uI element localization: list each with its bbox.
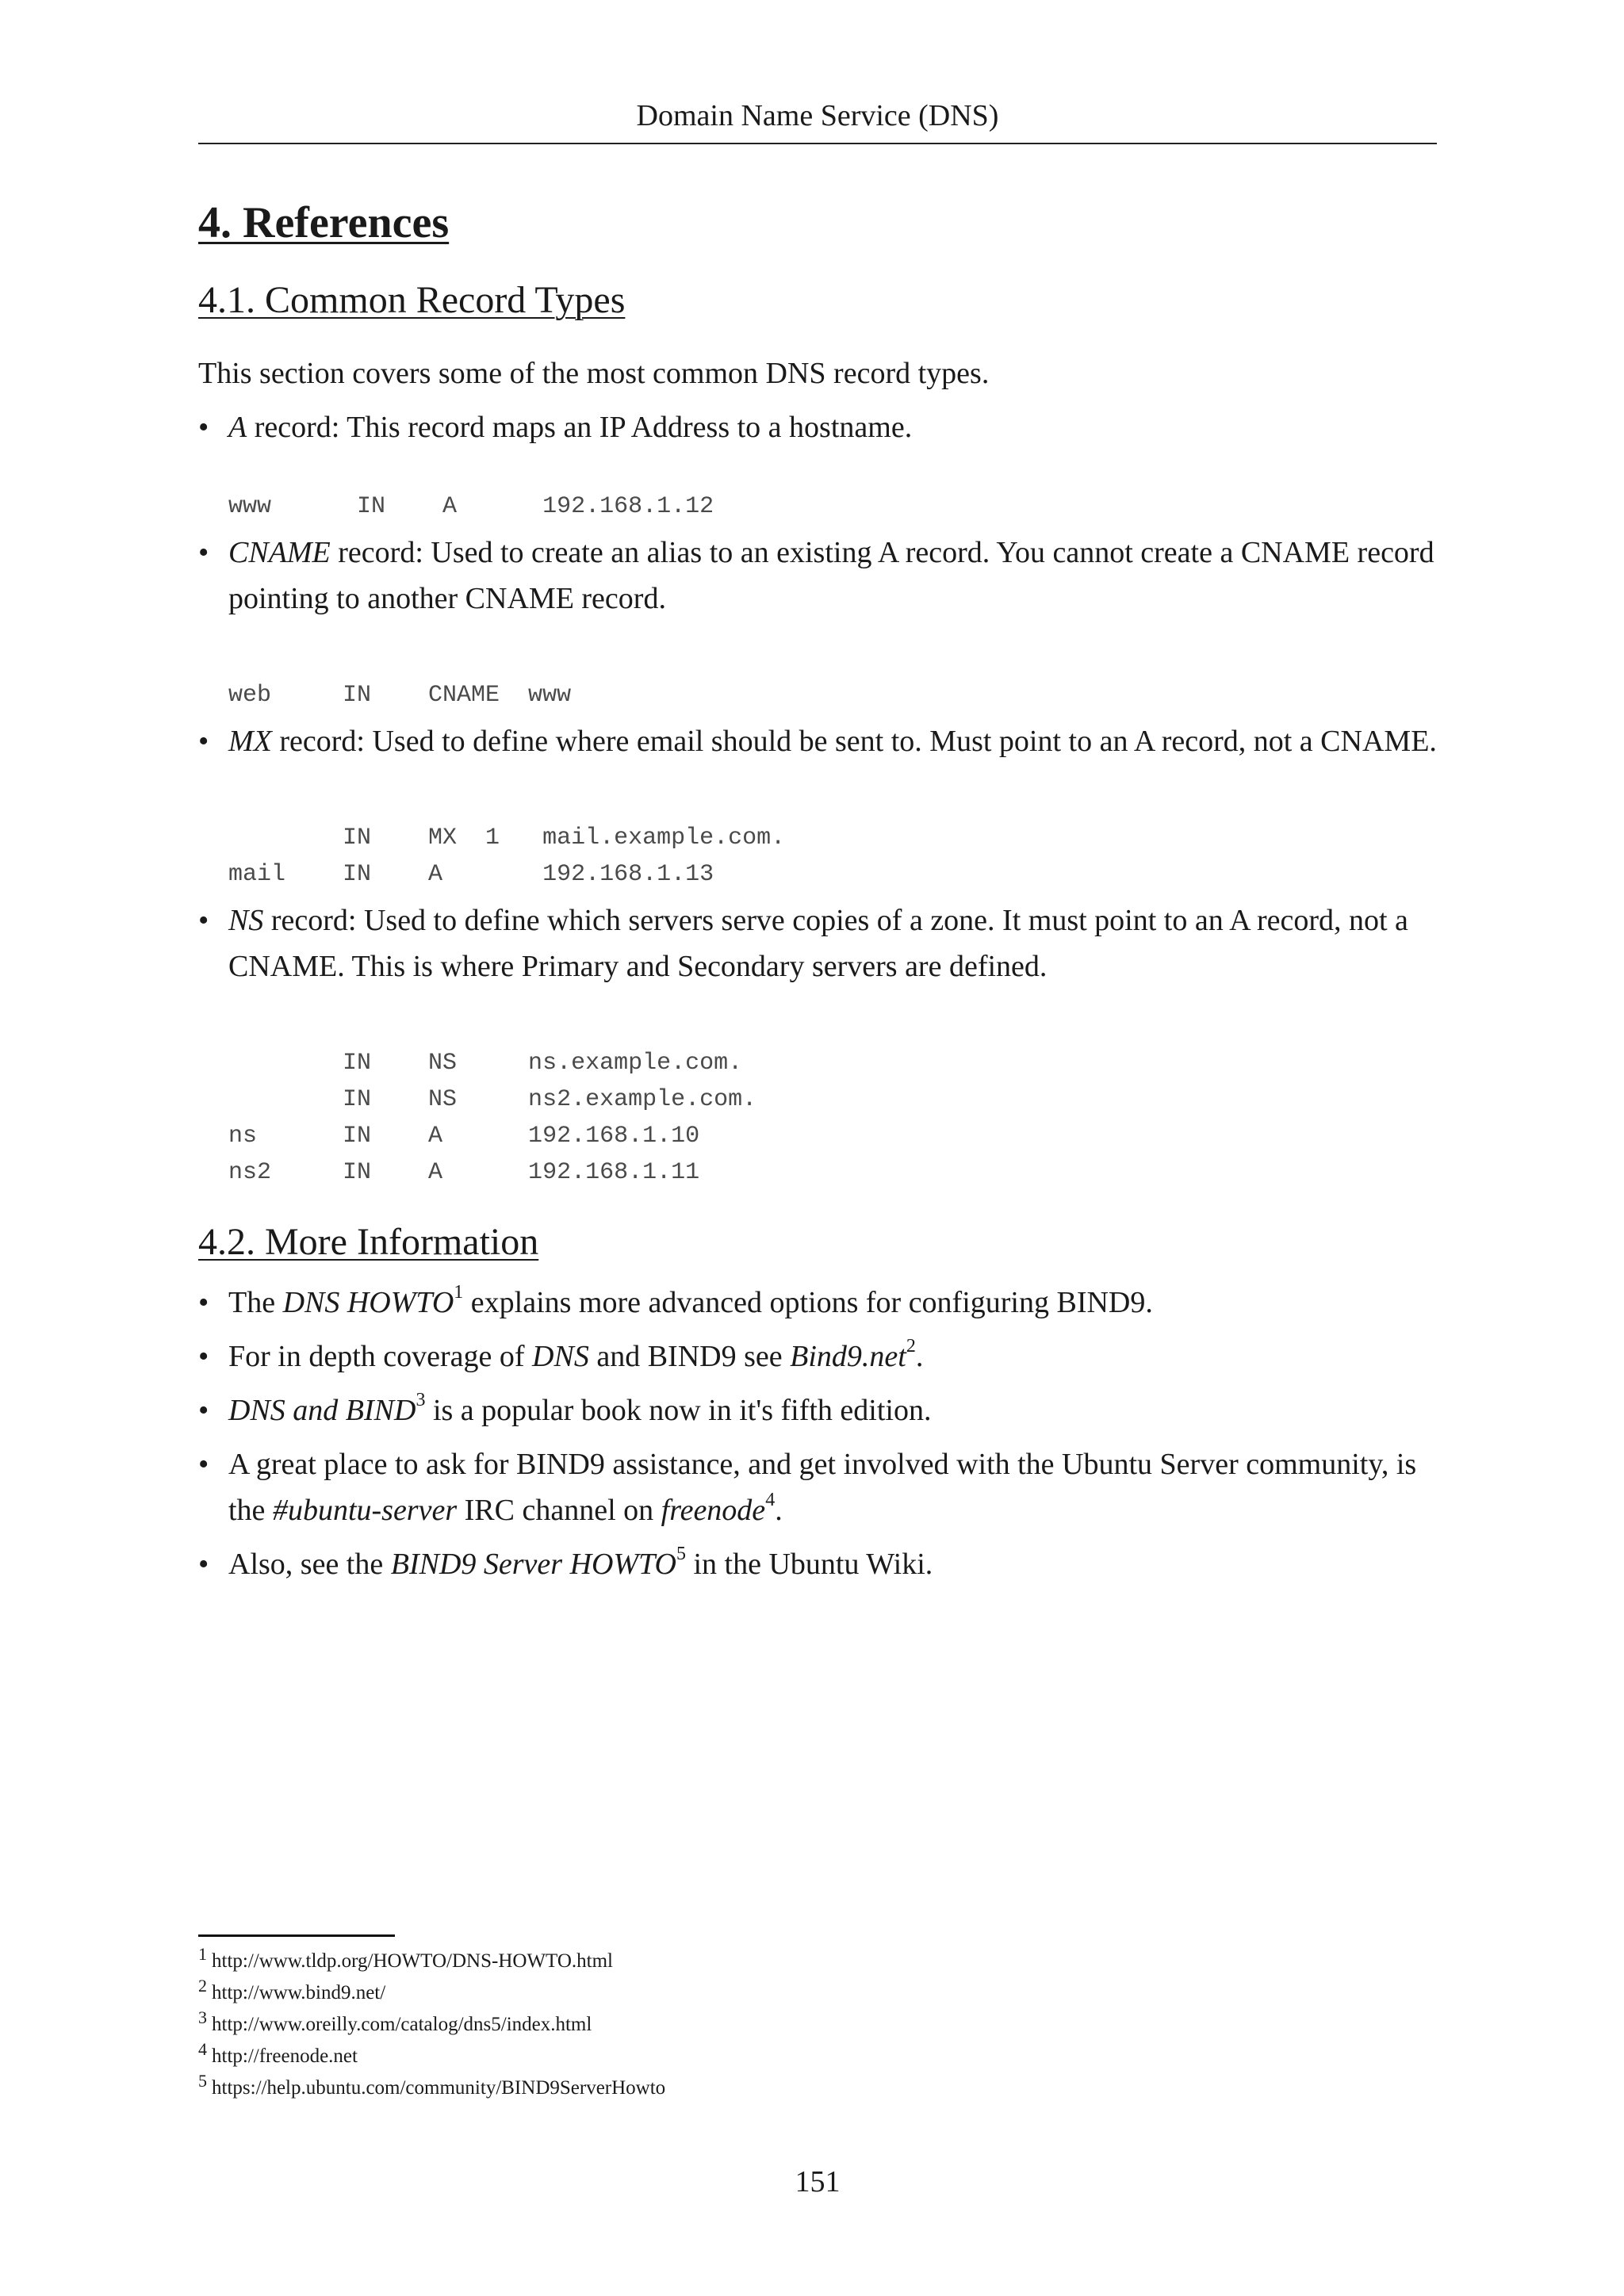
header-rule [198,143,1437,144]
chapter-title: 4. References [198,198,450,247]
footnote-number: 1 [198,1943,207,1964]
link-freenode[interactable]: freenode [661,1494,766,1527]
footnote-ref-2[interactable]: 2 [906,1336,916,1357]
emphasis-dns: DNS [532,1340,589,1373]
record-type-name: NS [228,904,264,937]
record-type-name: A [228,411,247,444]
code-example-a-record: www IN A 192.168.1.12 [228,493,714,520]
list-item-dns-and-bind-book [198,1387,1437,1433]
text: Also, see the [228,1548,391,1581]
code-example-cname-record: web IN CNAME www [228,682,572,709]
footnote-url[interactable]: http://www.bind9.net/ [212,1982,386,2003]
page-content [198,190,1437,1587]
footnote-separator [198,1934,395,1937]
record-description: record: This record maps an IP Address to a hostname. [247,411,913,444]
text: . [915,1340,924,1373]
footnotes [198,1943,1150,2104]
footnote-ref-4[interactable]: 4 [765,1490,776,1511]
link-dns-howto[interactable]: DNS HOWTO [282,1286,454,1319]
footnote-url[interactable]: http://www.oreilly.com/catalog/dns5/index.html [212,2014,592,2035]
footnote-number: 5 [198,2070,207,2091]
footnote-5 [198,2072,1150,2104]
footnote-4 [198,2038,1150,2072]
text: is a popular book now in it's fifth edition. [425,1394,932,1427]
code-example-ns-record: IN NS ns.example.com. IN NS ns2.example.com. ns IN A 192.168.1.10 ns2 IN A 192.168.1.11 [228,1050,757,1186]
footnote-url[interactable]: https://help.ubuntu.com/community/BIND9ServerHowto [212,2077,666,2099]
footnote-ref-1[interactable]: 1 [454,1282,464,1303]
record-description: record: Used to create an alias to an existing A record. You cannot create a CNAME record pointing to another CNAME record. [228,536,1434,615]
footnote-3 [198,2009,1150,2041]
record-description: record: Used to define where email should be sent to. Must point to an A record, not a CNAME. [271,725,1437,758]
page-number: 151 [795,2165,841,2198]
footnote-2 [198,1977,1150,2009]
list-item-bind9-net [198,1334,1437,1380]
text: IRC channel on [457,1494,661,1527]
footnote-1 [198,1943,1150,1977]
section-intro: This section covers some of the most common DNS record types. [198,357,990,390]
list-item-dns-howto [198,1280,1437,1326]
footnote-number: 4 [198,2038,207,2059]
link-bind9-server-howto[interactable]: BIND9 Server HOWTO [390,1548,676,1581]
record-type-name: CNAME [228,536,331,569]
list-item-ns-record [198,897,1437,989]
list-item-irc-channel [198,1441,1437,1533]
list-item-mx-record [198,718,1437,764]
footnote-ref-5[interactable]: 5 [676,1544,686,1565]
text: The [228,1286,283,1319]
text: in the Ubuntu Wiki. [686,1548,933,1581]
section-title-more-information: 4.2. More Information [198,1221,539,1263]
record-description: record: Used to define which servers serve copies of a zone. It must point to an A record, not a CNAME. This is where Primary and Secondary servers are defined. [228,904,1408,983]
link-bind9-net[interactable]: Bind9.net [790,1340,906,1373]
text: A great place to ask for BIND9 assistance, and get involved with the Ubuntu Server community, is the [228,1448,1417,1527]
link-dns-and-bind[interactable]: DNS and BIND [228,1394,416,1427]
list-item-cname-record [198,530,1437,622]
text: For in depth coverage of [228,1340,533,1373]
section-title-common-record-types: 4.1. Common Record Types [198,279,626,321]
list-item-bind9-server-howto [198,1541,1437,1587]
text: . [775,1494,783,1527]
running-header: Domain Name Service (DNS) [636,99,999,132]
footnote-ref-3[interactable]: 3 [416,1390,426,1411]
list-item-a-record [198,404,1437,450]
text: explains more advanced options for configuring BIND9. [463,1286,1153,1319]
code-example-mx-record: IN MX 1 mail.example.com. mail IN A 192.168.1.13 [228,825,786,888]
footnote-url[interactable]: http://freenode.net [212,2045,358,2067]
text: and BIND9 see [588,1340,791,1373]
record-type-name: MX [228,725,272,758]
emphasis-ubuntu-server-channel: #ubuntu-server [272,1494,458,1527]
footnote-number: 3 [198,2007,207,2027]
footnote-number: 2 [198,1975,207,1996]
footnote-url[interactable]: http://www.tldp.org/HOWTO/DNS-HOWTO.html [212,1950,614,1972]
